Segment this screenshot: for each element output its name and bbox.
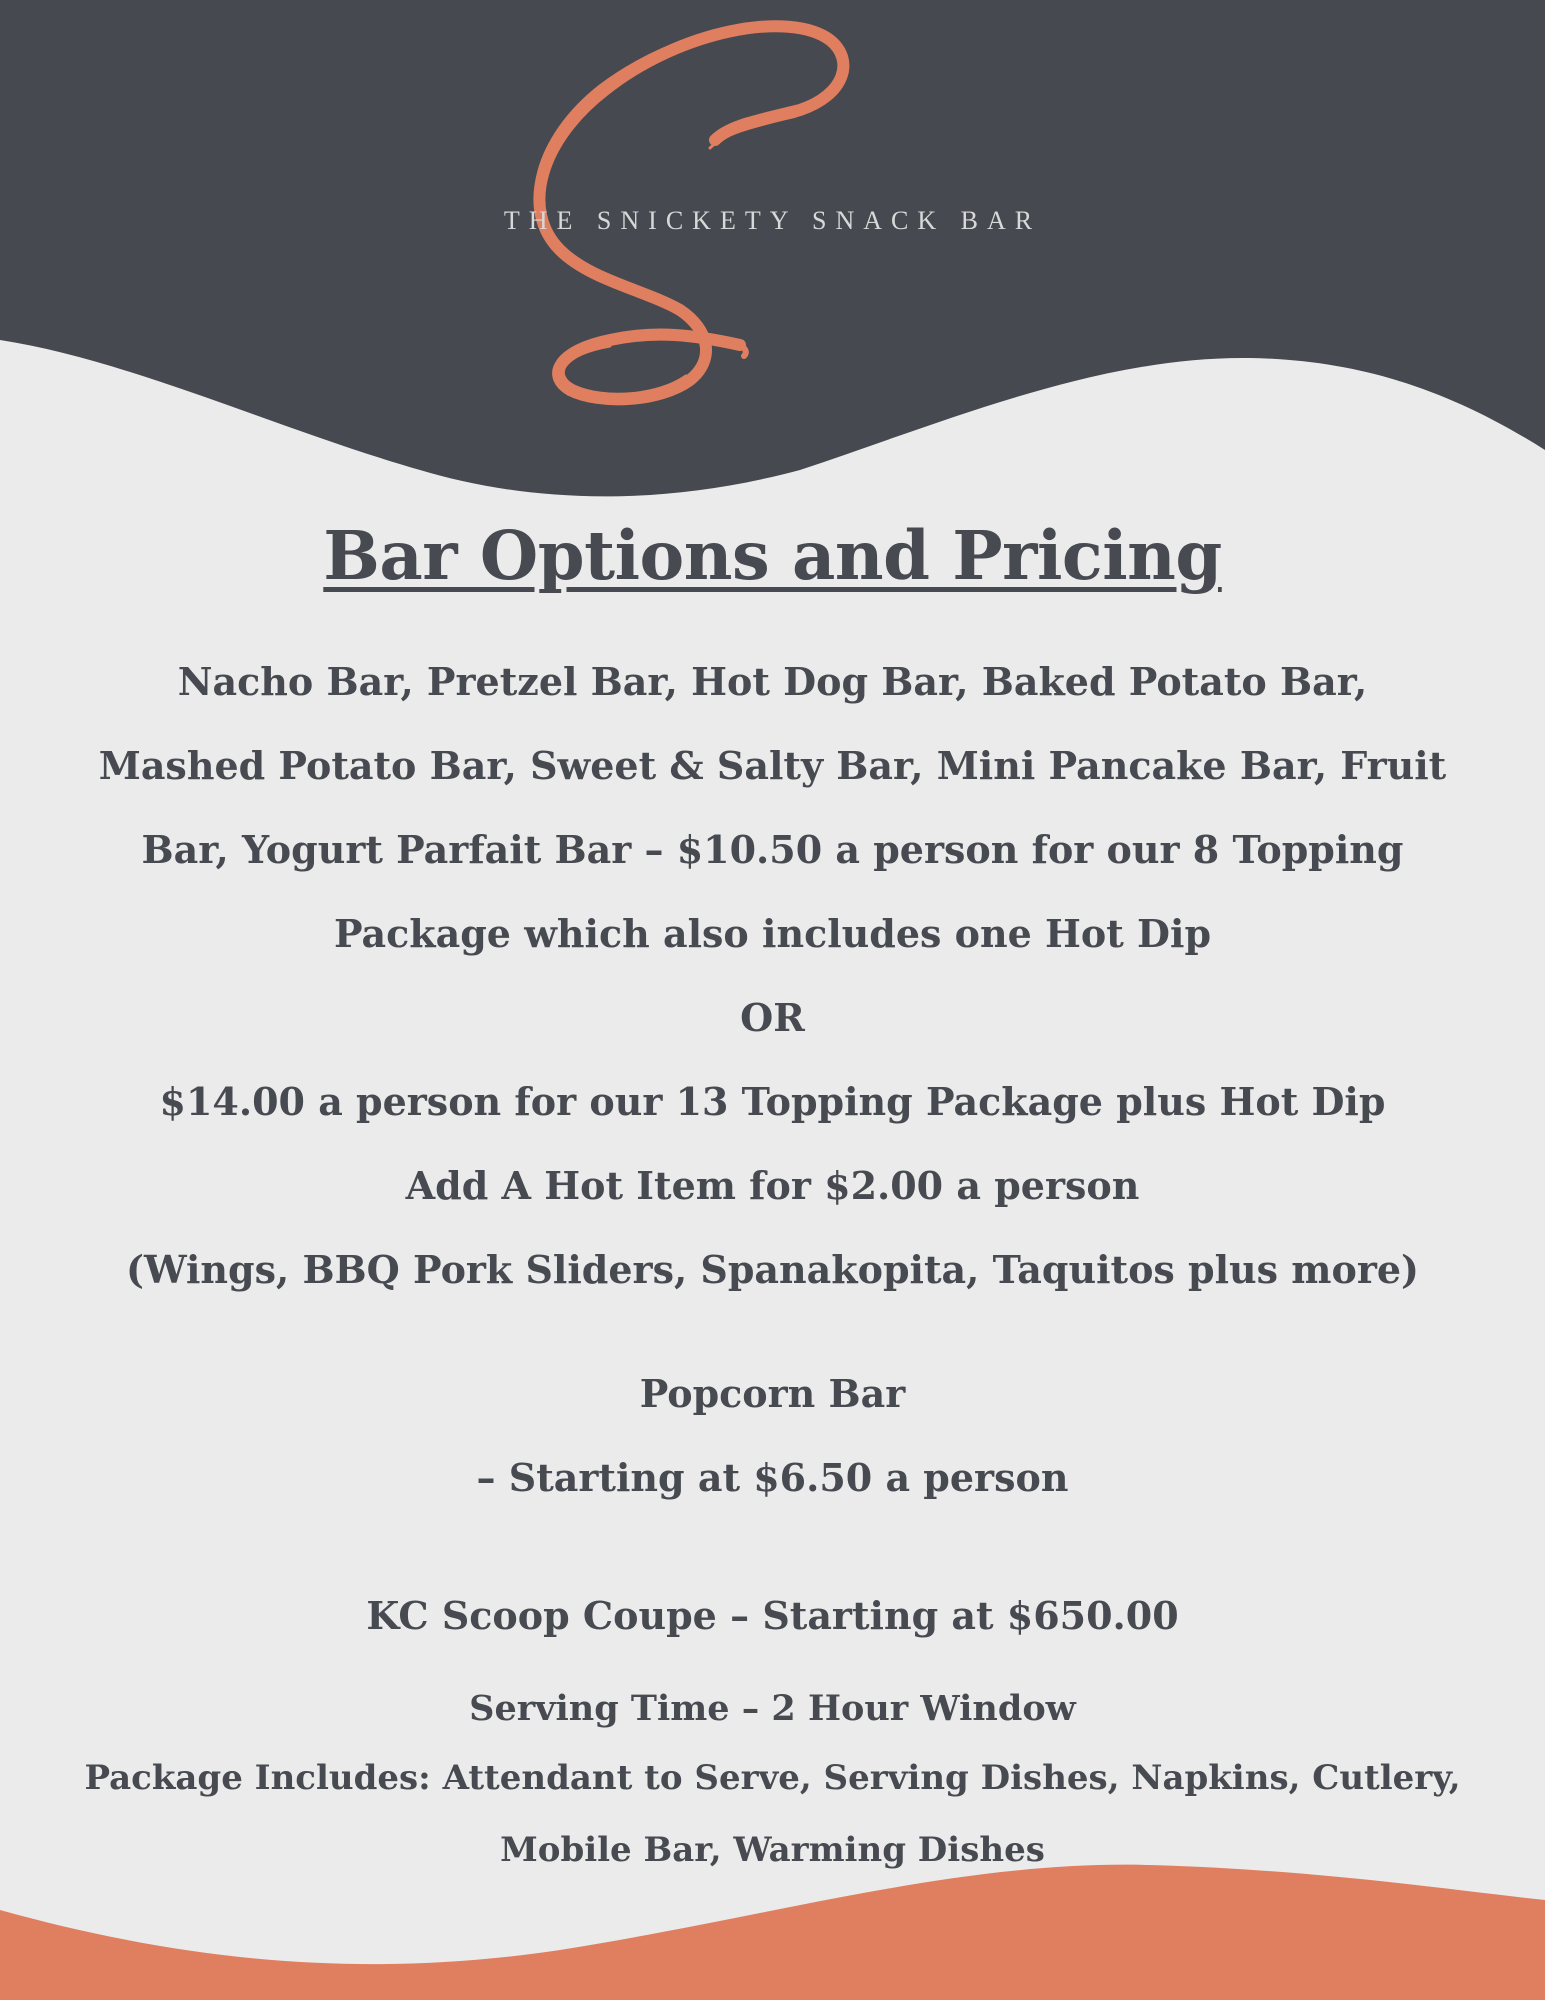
brand-name: THE SNICKETY SNACK BAR — [503, 206, 1042, 235]
kc-scoop-coupe: KC Scoop Coupe – Starting at $650.00 — [366, 1593, 1179, 1638]
popcorn-bar-name: Popcorn Bar — [639, 1371, 906, 1416]
bars-line-4: Package which also includes one Hot Dip — [333, 911, 1212, 956]
bars-line-1: Nacho Bar, Pretzel Bar, Hot Dog Bar, Baked Potato Bar, — [177, 659, 1368, 704]
bars-line-2: Mashed Potato Bar, Sweet & Salty Bar, Mini Pancake Bar, Fruit — [98, 743, 1447, 788]
or-divider: OR — [740, 995, 805, 1040]
package-includes-line-2: Mobile Bar, Warming Dishes — [500, 1830, 1045, 1870]
package-includes-line-1: Package Includes: Attendant to Serve, Serving Dishes, Napkins, Cutlery, — [84, 1758, 1461, 1798]
page-title: Bar Options and Pricing — [323, 516, 1222, 595]
addon-hot-item: Add A Hot Item for $2.00 a person — [405, 1163, 1140, 1208]
option-2-price: $14.00 a person for our 13 Topping Package plus Hot Dip — [159, 1079, 1386, 1124]
serving-time: Serving Time – 2 Hour Window — [469, 1688, 1076, 1729]
pricing-content — [0, 512, 1545, 1886]
popcorn-bar-price: – Starting at $6.50 a person — [476, 1455, 1069, 1500]
addon-examples: (Wings, BBQ Pork Sliders, Spanakopita, Taquitos plus more) — [125, 1247, 1420, 1292]
footer-wave — [0, 1820, 1545, 2000]
bars-line-3: Bar, Yogurt Parfait Bar – $10.50 a person for our 8 Topping — [141, 827, 1404, 872]
